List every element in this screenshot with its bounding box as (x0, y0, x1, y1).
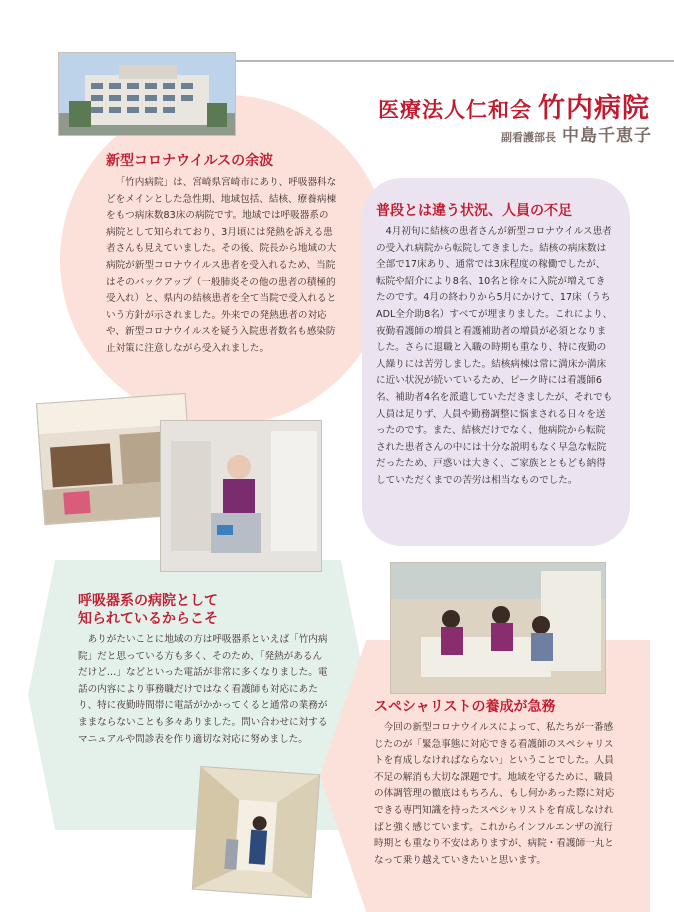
section-body-respiratory: ありがたいことに地域の方は呼吸器系といえば「竹内病院」だと思っている方も多く、そのため、「発熱があるんだけど…」などといった電話が非常に多くなりました。電話の内容により事務職だけではなく看護師も対応にあたり、特に夜勤時間帯に電話がかかってくると通常の業務がままならないことも多々ありました。問い合わせに対するマニュアルや問診表を作り適切な対応に努めました。 (78, 634, 328, 745)
section-heading-specialist: スペシャリストの養成が急務 (374, 699, 556, 715)
section-body-specialist: 今回の新型コロナウイルスによって、私たちが一番感じたのが「緊急事態に対応できる看護師のスペシャリストを育成しなければならない」ということでした。人員不足の解消も大切な課題です。地域を守るために、職員の体調管理の徹底はもちろん、もし何かあった際に対応できる専門知識を持ったスペシャリストを育成しなければと強く感じています。これからインフルエンザの流行時期とも重なり不安はありますが、病院・看護師一丸となって乗り越えていきたいと思います。 (374, 722, 615, 866)
hospital-building-photo (58, 52, 236, 136)
author-line (360, 121, 652, 146)
staff-meeting-photo (390, 562, 606, 694)
org-prefix: 医療法人仁和会 (378, 98, 532, 122)
hospital-title (330, 86, 650, 125)
header-rule (236, 60, 674, 62)
author-name: 中島千恵子 (562, 126, 652, 146)
nurse-at-station-photo (160, 420, 322, 572)
section-heading-respiratory-line1: 呼吸器系の病院として (78, 593, 218, 609)
section-heading-aftermath: 新型コロナウイルスの余波 (106, 153, 274, 169)
section-body-aftermath: 「竹内病院」は、宮崎県宮崎市にあり、呼吸器科などをメインとした急性期、地域包括、結核、療養病棟をもつ病床数83床の病院です。地域では呼吸器系の病院として知られており、3月頃には発熱を訴える患者さんも見えていました。その後、院長から地域の大病院が新型コロナウイルス患者を受入れるため、当院はそのバックアップ（一般肺炎その他の患者の積極的受入れ）と、県内の結核患者を全て当院で受入れるという方針が示されました。外来での発熱患者の対応や、新型コロナウイルスを疑う入院患者数名も感染防止対策に注意しながら受入れました。 (106, 177, 337, 354)
hospital-corridor-photo (192, 766, 320, 898)
section-body-staff-shortage: 4月初旬に結核の患者さんが新型コロナウイルス患者の受入れ病院から転院してきました。結核の病床数は全部で17床あり、通常では3床程度の稼働でしたが、転院や紹介により8名、10名と徐々に入院が増えてきたのです。4月の終わりから5月にかけて、17床（うちADL全介助8名）すべてが埋まりました。これにより、夜勤看護師の増員と看護補助者の増員が必須となりました。さらに退職と入職の時期も重なり、特に夜勤の人繰りには苦労しました。結核病棟は常に満床か満床に近い状況が続いているため、ピーク時には看護師6名、補助者4名を派遣していただきましたが、それでも人員は足りず、人員や勤務調整に悩まされる日々を送ったのです。また、結核だけでなく、他病院から転院された患者さんの中には十分な説明もなく早急な転院だったため、戸惑いは大きく、ご家族とともども納得していただくまでの苦労は相当なものでした。 (376, 226, 613, 486)
author-role: 副看護部長 (501, 131, 556, 144)
section-heading-staff-shortage: 普段とは違う状況、人員の不足 (376, 203, 572, 219)
hospital-name: 竹内病院 (538, 93, 650, 124)
section-heading-respiratory-line2: 知られているからこそ (78, 611, 218, 627)
